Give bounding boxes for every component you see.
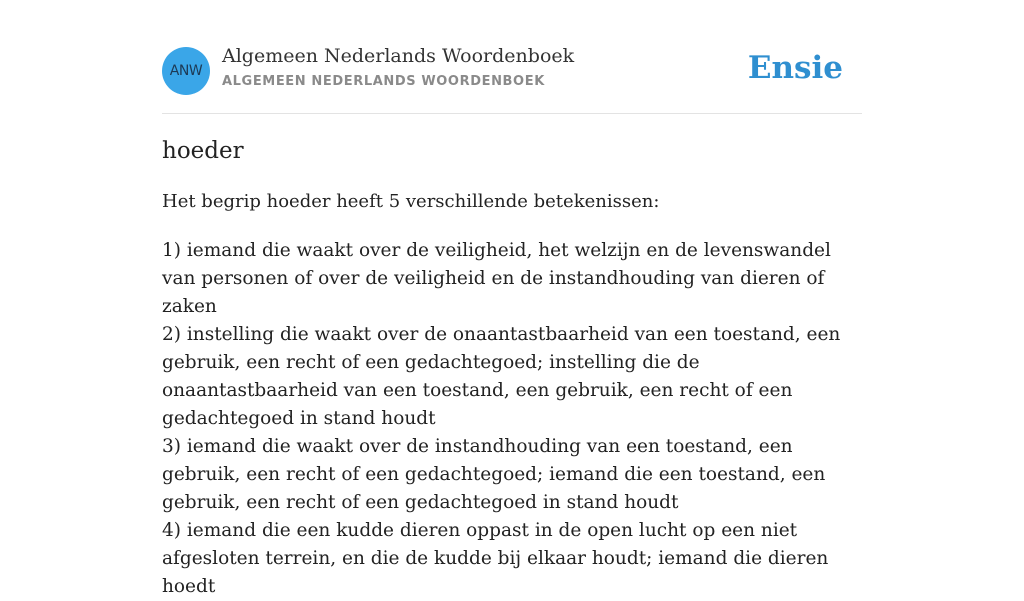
definition-item: 3) iemand die waakt over de instandhouding van een toestand, een gebruik, een recht of een gedachtegoed; iemand die een toestand, een gebruik, een recht of een gedachtegoed in stand houdt bbox=[162, 436, 826, 513]
source-subtitle: ALGEMEEN NEDERLANDS WOORDENBOEK bbox=[222, 74, 545, 89]
definition-item: 2) instelling die waakt over de onaantastbaarheid van een toestand, een gebruik, een recht of een gedachtegoed; instelling die de onaantastbaarheid van een toestand, een gebruik, een recht of een gedachtegoed in stand houdt bbox=[162, 324, 841, 429]
definition-list bbox=[162, 237, 862, 601]
source-header bbox=[162, 0, 862, 114]
definition-item: 4) iemand die een kudde dieren oppast in de open lucht op een niet afgesloten terrein, en die de kudde bij elkaar houdt; iemand die dieren hoedt bbox=[162, 520, 829, 597]
ensie-brand-link[interactable]: Ensie bbox=[747, 50, 843, 86]
source-title[interactable]: Algemeen Nederlands Woordenboek bbox=[222, 45, 575, 67]
content-column bbox=[162, 0, 862, 597]
definition-item: 1) iemand die waakt over de veiligheid, het welzijn en de levenswandel van personen of over de veiligheid en de instandhouding van dieren of zaken bbox=[162, 240, 831, 317]
anw-logo[interactable]: ANW bbox=[162, 47, 210, 95]
intro-text: Het begrip hoeder heeft 5 verschillende betekenissen: bbox=[162, 191, 660, 212]
page-title: hoeder bbox=[162, 138, 244, 164]
